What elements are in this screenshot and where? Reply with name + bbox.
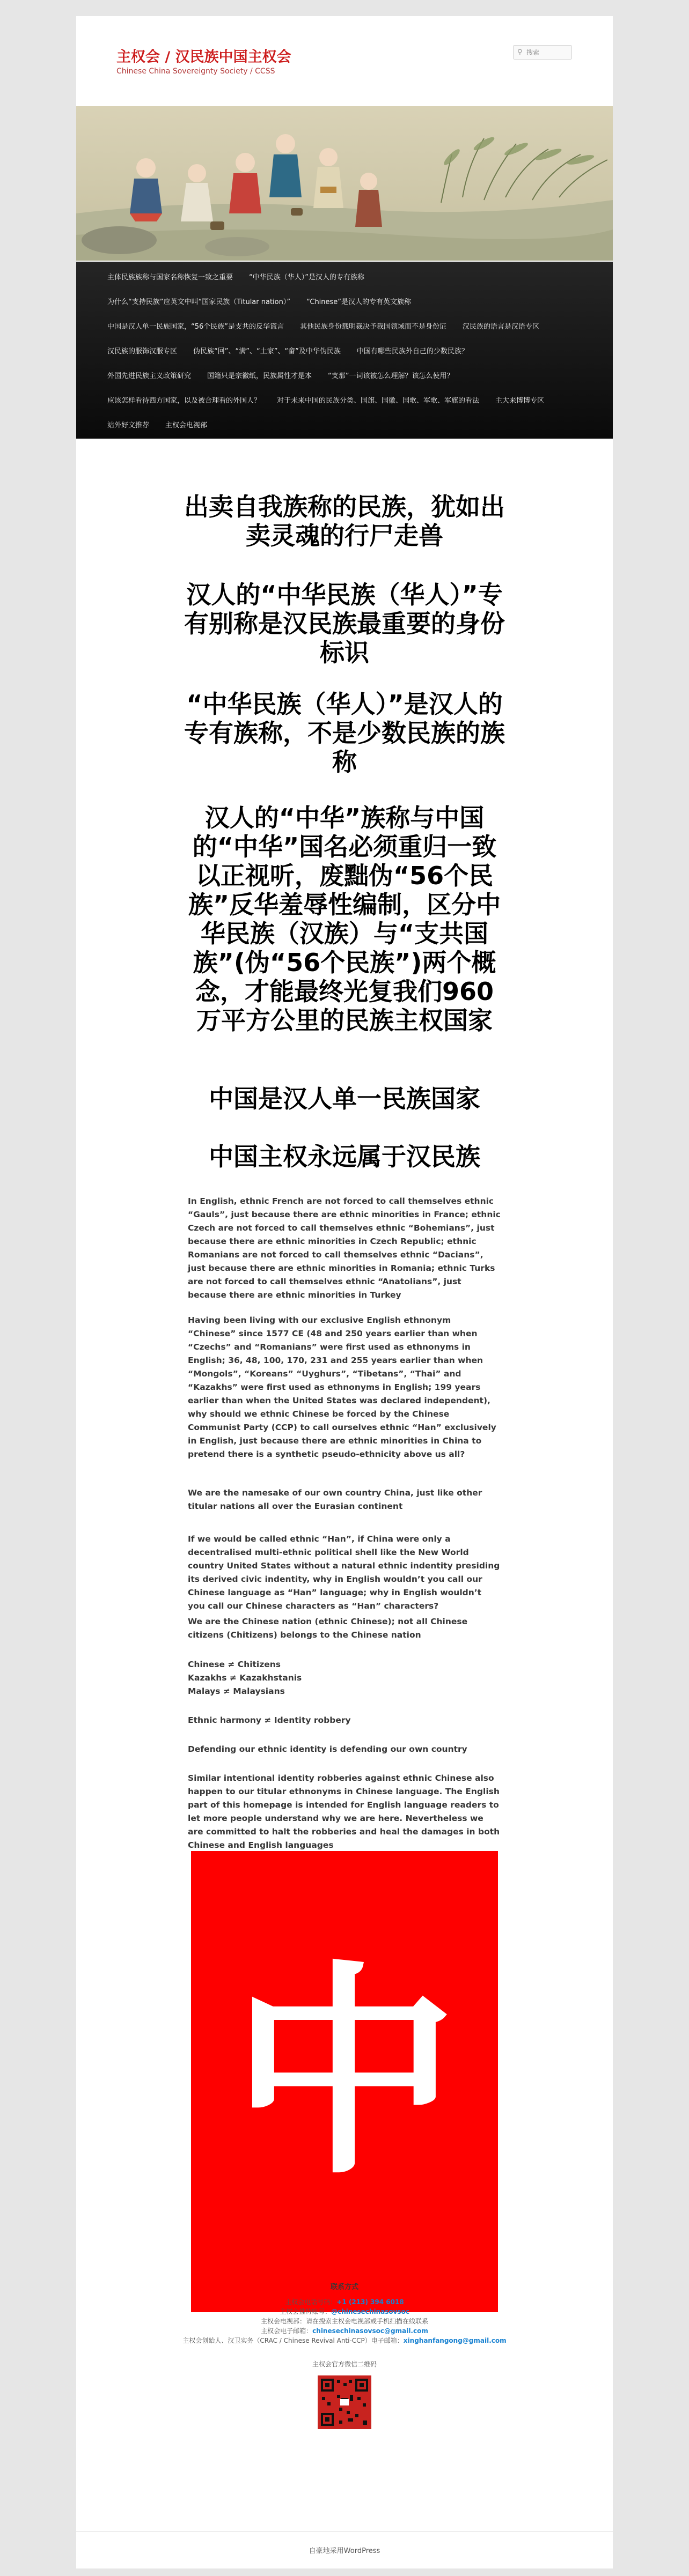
nav-item[interactable]: “Chinese”是汉人的专有英文族称 — [306, 298, 412, 306]
page-heading: 中国是汉人单一民族国家 — [209, 1084, 480, 1113]
page-heading: 汉人的“中华”族称与中国的“中华”国名必须重归一致以正视听，废黜伪“56个民族”反华羞辱性编制，区分中华民族（汉族）与“支共国族”(伪“56个民族”)两个概念，才能最终光复我们960万平方公里的民族主权国家 — [188, 803, 501, 1035]
qr-caption: 主权会官方微信二维码 — [312, 2360, 377, 2368]
twitter-link[interactable]: @chinesechinasovsoc — [331, 2308, 409, 2315]
body-paragraph: In English, ethnic French are not forced to call themselves ethnic “Gauls”, just because there are ethnic minorities in France; ethnic Czech are not forced to call themselves ethnic “Bohemians”, just because there are ethnic minorities in Czech Republic; ethnic Romanians are not forced to call themselves ethnic “Dacians”, just because there are ethnic minorities in Romania; ethnic Turks are not forced to call themselves ethnic “Anatolians”, just because there are ethnic minorities in Turkey — [188, 1196, 501, 1300]
page-heading: 出卖自我族称的民族，犹如出卖灵魂的行尸走兽 — [184, 492, 505, 550]
contact-twitter — [76, 2307, 613, 2316]
contact-founder — [76, 2336, 613, 2345]
body-paragraph: If we would be called ethnic “Han”, if China were only a decentralised multi-ethnic political shell like the New World country United States without a natural ethnic indentity presiding its derived civic indentity, why in English wouldn’t you call our Chinese language as “Han” language; why in English wouldn’t you call our Chinese characters as “Han” characters? — [188, 1534, 500, 1611]
nav-item[interactable]: “中华民族（华人）”是汉人的专有族称 — [249, 273, 364, 282]
site-title-link[interactable]: 主权会 / 汉民族中国主权会 — [116, 49, 291, 65]
nav-item[interactable]: 主权会电视部 — [165, 421, 208, 430]
nav-item[interactable]: “支那”一词该被怎么理解？该怎么使用？ — [328, 372, 454, 380]
qr-code-icon — [318, 2375, 371, 2429]
body-paragraph: Having been living with our exclusive English ethnonym “Chinese” since 1577 CE (48 and 250 years earlier than when “Czechs” and “Romanians” were first used as ethnonyms in English; 36, 48, 100, 170, 231 and 255 years earlier than when “Mongols”, “Koreans” “Uyghurs”, “Tibetans”, “Thai” and “Kazakhs” were first used as ethnonyms in English; 199 years earlier than when the United States was declared independent), why should we ethnic Chinese be forced by the Chinese Communist Party (CCP) to call ourselves ethnic “Han” exclusively in English, just because there are ethnic minorities in China to pretend there is a synthetic pseudo-ethnicity above us all? — [188, 1315, 496, 1459]
nav-item[interactable]: 站外好文推荐 — [107, 421, 150, 430]
nav-row — [76, 339, 613, 361]
nav-item[interactable]: 伪民族“回”、“满”、“土家”、“畲”及中华伪民族 — [193, 347, 341, 356]
nav-row — [76, 290, 613, 312]
header-banner-image[interactable] — [76, 106, 613, 261]
nav-item[interactable]: 应该怎样看待西方国家，以及被合理看的外国人？ — [107, 396, 261, 405]
body-paragraph: Similar intentional identity robberies against ethnic Chinese also happen to our titular ethnonyms in Chinese language. The English part of this homepage is intended for English language readers to let more people understand why we are here. Nevertheless we are committed to halt the robberies and heal the damages in both Chinese and English languages — [188, 1773, 500, 1850]
main-navigation — [76, 262, 613, 439]
site-description: Chinese China Sovereignty Society / CCSS — [116, 67, 275, 76]
twitter-label: 主权会推特账号： — [280, 2308, 332, 2315]
nav-item[interactable]: 其他民族身份载明裁决予我国领域而不是身份证 — [300, 322, 447, 331]
contact-tv: 主权会电视部：请在搜索主权会电视部或手机扫描在线联系 — [260, 2318, 428, 2325]
body-paragraph: We are the Chinese nation (ethnic Chinese); not all Chinese citizens (Chitizens) belongs to the Chinese nation — [188, 1617, 468, 1640]
page-heading: “中华民族（华人）”是汉人的专有族称，不是少数民族的族称 — [184, 690, 505, 776]
body-paragraph: Chinese ≠ Chitizens Kazakhs ≠ Kazakhstanis Malays ≠ Malaysians — [188, 1660, 302, 1696]
nav-row — [76, 413, 613, 435]
nav-item[interactable]: 汉民族的服饰汉服专区 — [107, 347, 178, 356]
nav-row — [76, 265, 613, 287]
page-heading: 汉人的“中华民族（华人）”专有别称是汉民族最重要的身份标识 — [184, 580, 505, 667]
contact-title: 联系方式 — [330, 2283, 358, 2291]
email-link[interactable]: chinesechinasovsoc@gmail.com — [312, 2327, 428, 2335]
nav-row — [76, 364, 613, 386]
nav-item[interactable]: 对于未来中国的民族分类、国旗、国徽、国歌、军歌、军旗的看法 — [277, 396, 480, 405]
contact-email — [76, 2326, 613, 2335]
nav-item[interactable]: 为什么“支持民族”应英文中叫“国家民族（Titular nation）” — [107, 298, 291, 306]
zhong-calligraphy-graphic — [191, 1851, 498, 2312]
wechat-qr-code[interactable] — [318, 2375, 371, 2429]
nav-item[interactable]: 主体民族族称与国家名称恢复一致之重要 — [107, 273, 233, 282]
page-container — [76, 16, 613, 2568]
nav-item[interactable]: 主大来博博专区 — [495, 396, 545, 405]
body-paragraph: Defending our ethnic identity is defending our own country — [188, 1744, 467, 1754]
founder-email-link[interactable]: xinghanfangong@gmail.com — [403, 2337, 507, 2344]
nav-item[interactable]: 国籍只是宗徽纸，民族属性才是本 — [207, 372, 312, 380]
zhong-character-image[interactable] — [191, 1851, 498, 2312]
search-placeholder: 搜索 — [526, 49, 540, 56]
nav-item[interactable]: 中国是汉人单一民族国家，“56个民族”是支共的反华谎言 — [107, 322, 284, 331]
wordpress-credit-link[interactable]: 自豪地采用WordPress — [309, 2547, 380, 2555]
page-heading: 中国主权永远属于汉民族 — [209, 1142, 480, 1171]
body-paragraph: Ethnic harmony ≠ Identity robbery — [188, 1715, 351, 1725]
nav-row — [76, 314, 613, 337]
calligraphy-character: 中 — [232, 1941, 457, 2205]
phone-link[interactable]: +1 (213) 394 6018 — [336, 2298, 404, 2306]
contact-phone — [76, 2297, 613, 2306]
body-paragraph: We are the namesake of our own country China, just like other titular nations all over the Eurasian continent — [188, 1488, 482, 1511]
founder-label: 主权会创始人、汉卫实务（CRAC / Chinese Revival Anti-CCP）电子邮箱： — [182, 2337, 404, 2344]
search-input[interactable] — [513, 45, 572, 60]
nav-item[interactable]: 中国有哪些民族外自己的少数民族？ — [356, 347, 468, 356]
email-label: 主权会电子邮箱： — [261, 2327, 313, 2335]
phone-label: 主权会电话号码： — [285, 2298, 337, 2306]
nav-row — [76, 388, 613, 411]
nav-item[interactable]: 汉民族的语言是汉语专区 — [463, 322, 540, 331]
banner-painting-illustration — [76, 106, 613, 261]
search-icon: ⚲ — [517, 48, 523, 56]
nav-item[interactable]: 外国先进民族主义政策研究 — [107, 372, 192, 380]
